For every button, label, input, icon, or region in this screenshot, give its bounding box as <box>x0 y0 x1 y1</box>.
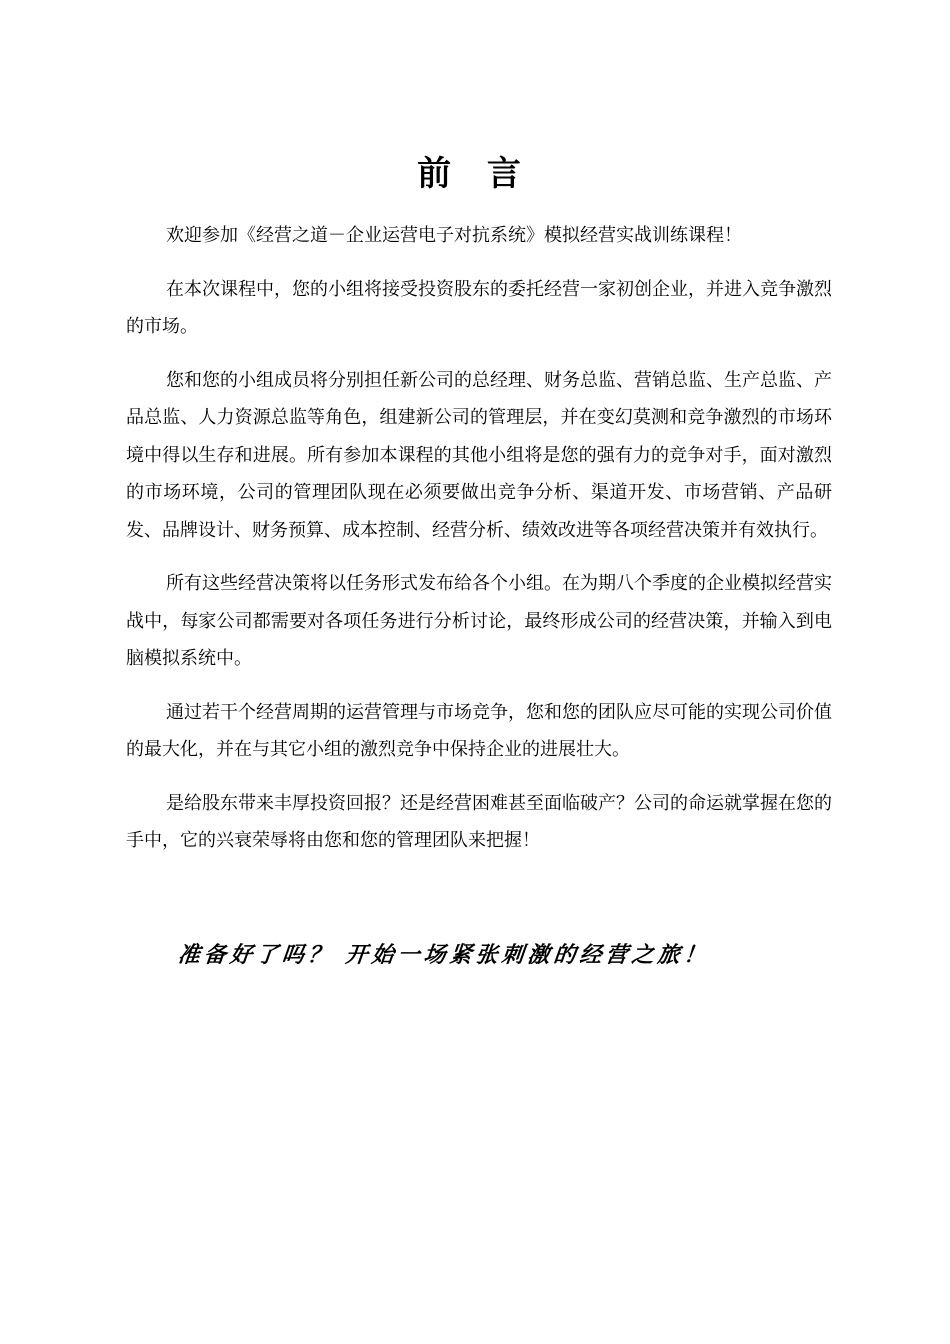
paragraph-decisions: 所有这些经营决策将以任务形式发布给各个小组。在为期八个季度的企业模拟经营实战中，每家公司都需要对各项任务进行分析讨论，最终形成公司的经营决策，并输入到电脑模拟系统中。 <box>126 573 832 669</box>
paragraph-outcome: 是给股东带来丰厚投资回报？还是经营困难甚至面临破产？公司的命运就掌握在您的手中，它的兴衰荣辱将由您和您的管理团队来把握！ <box>126 792 832 851</box>
paragraph-roles: 您和您的小组成员将分别担任新公司的总经理、财务总监、营销总监、生产总监、产品总监、人力资源总监等角色，组建新公司的管理层，并在变幻莫测和竞争激烈的市场环境中得以生存和进展。所有参加本课程的其他小组将是您的强有力的竞争对手，面对激烈的市场环境，公司的管理团队现在必须要做出竞争分析、渠道开发、市场营销、产品研发、品牌设计、财务预算、成本控制、经营分析、绩效改进等各项经营决策并有效执行。 <box>126 369 832 541</box>
closing-tagline: 准备好了吗？ 开始一场紧张刺激的经营之旅！ <box>176 942 712 968</box>
page-title: 前 言 <box>417 154 533 194</box>
paragraph-goal: 通过若干个经营周期的运营管理与市场竞争，您和您的团队应尽可能的实现公司价值的最大化，并在与其它小组的激烈竞争中保持企业的进展壮大。 <box>126 701 832 760</box>
preface-body <box>126 217 832 876</box>
paragraph-course-intro: 在本次课程中，您的小组将接受投资股东的委托经营一家初创企业，并进入竞争激烈的市场。 <box>126 278 832 337</box>
paragraph-welcome: 欢迎参加《经营之道－企业运营电子对抗系统》模拟经营实战训练课程！ <box>166 225 742 246</box>
